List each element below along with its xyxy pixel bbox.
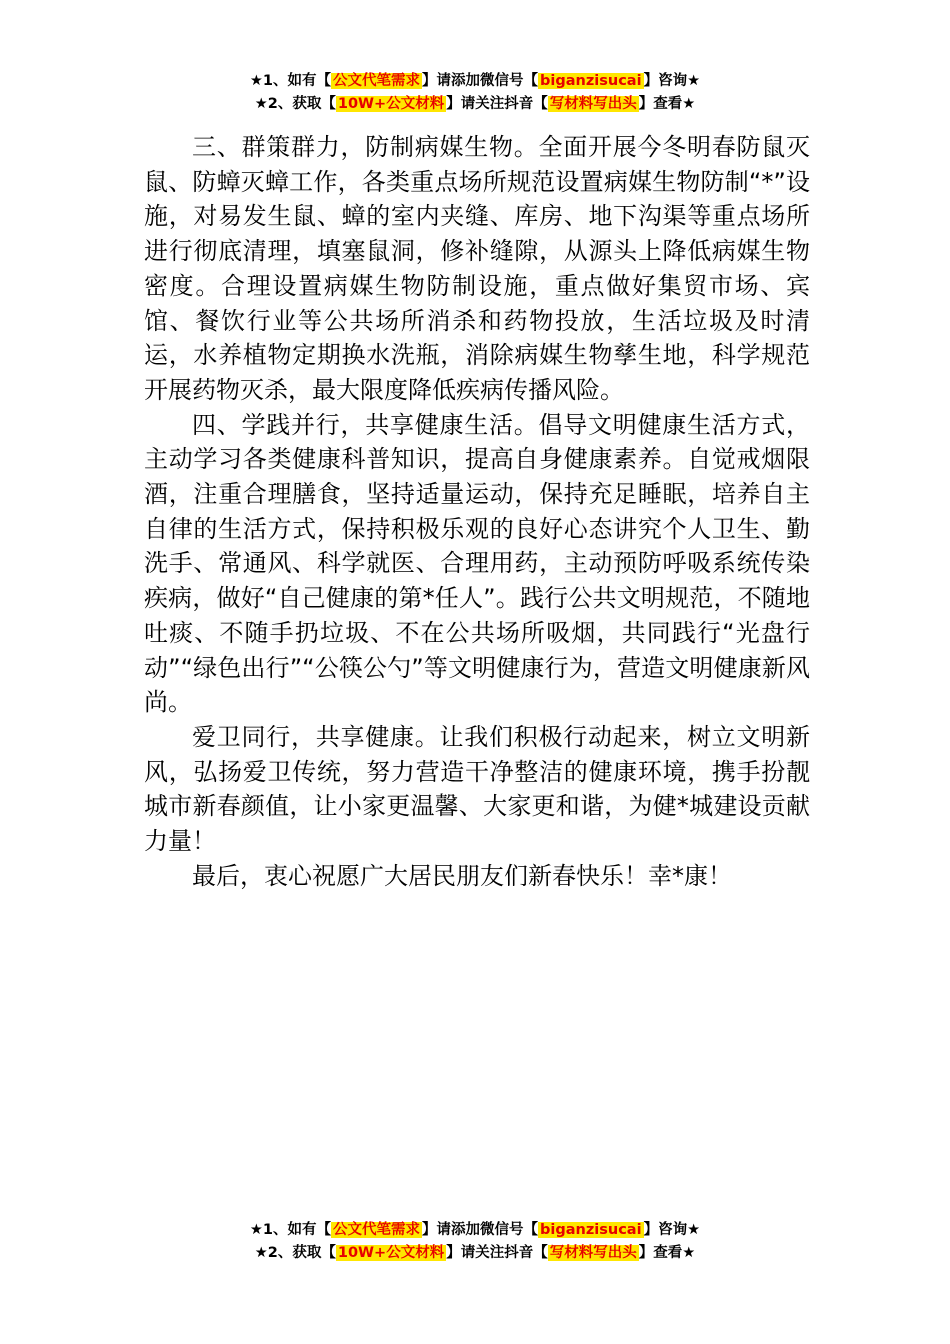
banner-line-1 xyxy=(0,1219,950,1242)
banner-highlight-douyin: 写材料写出头 xyxy=(549,96,637,112)
banner-text: 】请关注抖音【 xyxy=(446,1245,548,1261)
footer-banner xyxy=(0,1219,950,1265)
banner-highlight-wechat-id: biganzisucai xyxy=(540,1222,642,1238)
banner-text: 】查看★ xyxy=(638,1245,696,1261)
banner-text: ★2、获取【 xyxy=(254,1245,336,1261)
banner-line-2 xyxy=(0,1242,950,1265)
paragraph-closing-call: 爱卫同行，共享健康。让我们积极行动起来，树立文明新风，弘扬爱卫传统，努力营造干净整洁的健康环境，携手扮靓城市新春颜值，让小家更温馨、大家更和谐，为健*城建设贡献力量！ xyxy=(144,722,810,856)
banner-text: 】请添加微信号【 xyxy=(422,73,539,89)
document-body xyxy=(144,130,810,893)
banner-text: 】咨询★ xyxy=(643,1222,701,1238)
banner-line-1 xyxy=(0,70,950,93)
paragraph-section-four: 四、学践并行，共享健康生活。倡导文明健康生活方式，主动学习各类健康科普知识，提高自身健康素养。自觉戒烟限酒，注重合理膳食，坚持适量运动，保持充足睡眠，培养自主自律的生活方式，保持积极乐观的良好心态讲究个人卫生、勤洗手、常通风、科学就医、合理用药，主动预防呼吸系统传染疾病，做好“自己健康的第*任人”。践行公共文明规范，不随地吐痰、不随手扔垃圾、不在公共场所吸烟，共同践行“光盘行动”“绿色出行”“公筷公勺”等文明健康行为，营造文明健康新风尚。 xyxy=(144,410,810,717)
banner-text: ★1、如有【 xyxy=(249,1222,332,1238)
banner-highlight: 公文代笔需求 xyxy=(333,73,421,89)
banner-highlight-wechat-id: biganzisucai xyxy=(540,73,642,89)
banner-text: 】请关注抖音【 xyxy=(446,96,548,112)
banner-text: ★1、如有【 xyxy=(249,73,332,89)
banner-highlight: 公文代笔需求 xyxy=(333,1222,421,1238)
paragraph-closing-wish: 最后，衷心祝愿广大居民朋友们新春快乐！幸*康！ xyxy=(192,861,732,890)
banner-text: 】请添加微信号【 xyxy=(422,1222,539,1238)
header-banner xyxy=(0,70,950,116)
banner-highlight: 10W+公文材料 xyxy=(337,96,445,112)
banner-text: 】咨询★ xyxy=(643,73,701,89)
banner-highlight: 10W+公文材料 xyxy=(337,1245,445,1261)
banner-text: 】查看★ xyxy=(638,96,696,112)
banner-highlight-douyin: 写材料写出头 xyxy=(549,1245,637,1261)
paragraph-section-three: 三、群策群力，防制病媒生物。全面开展今冬明春防鼠灭鼠、防蟑灭蟑工作，各类重点场所规范设置病媒生物防制“*”设施，对易发生鼠、蟑的室内夹缝、库房、地下沟渠等重点场所进行彻底清理，填塞鼠洞，修补缝隙，从源头上降低病媒生物密度。合理设置病媒生物防制设施，重点做好集贸市场、宾馆、餐饮行业等公共场所消杀和药物投放，生活垃圾及时清运，水养植物定期换水洗瓶，消除病媒生物孳生地，科学规范开展药物灭杀，最大限度降低疾病传播风险。 xyxy=(144,133,810,404)
banner-text: ★2、获取【 xyxy=(254,96,336,112)
banner-line-2 xyxy=(0,93,950,116)
